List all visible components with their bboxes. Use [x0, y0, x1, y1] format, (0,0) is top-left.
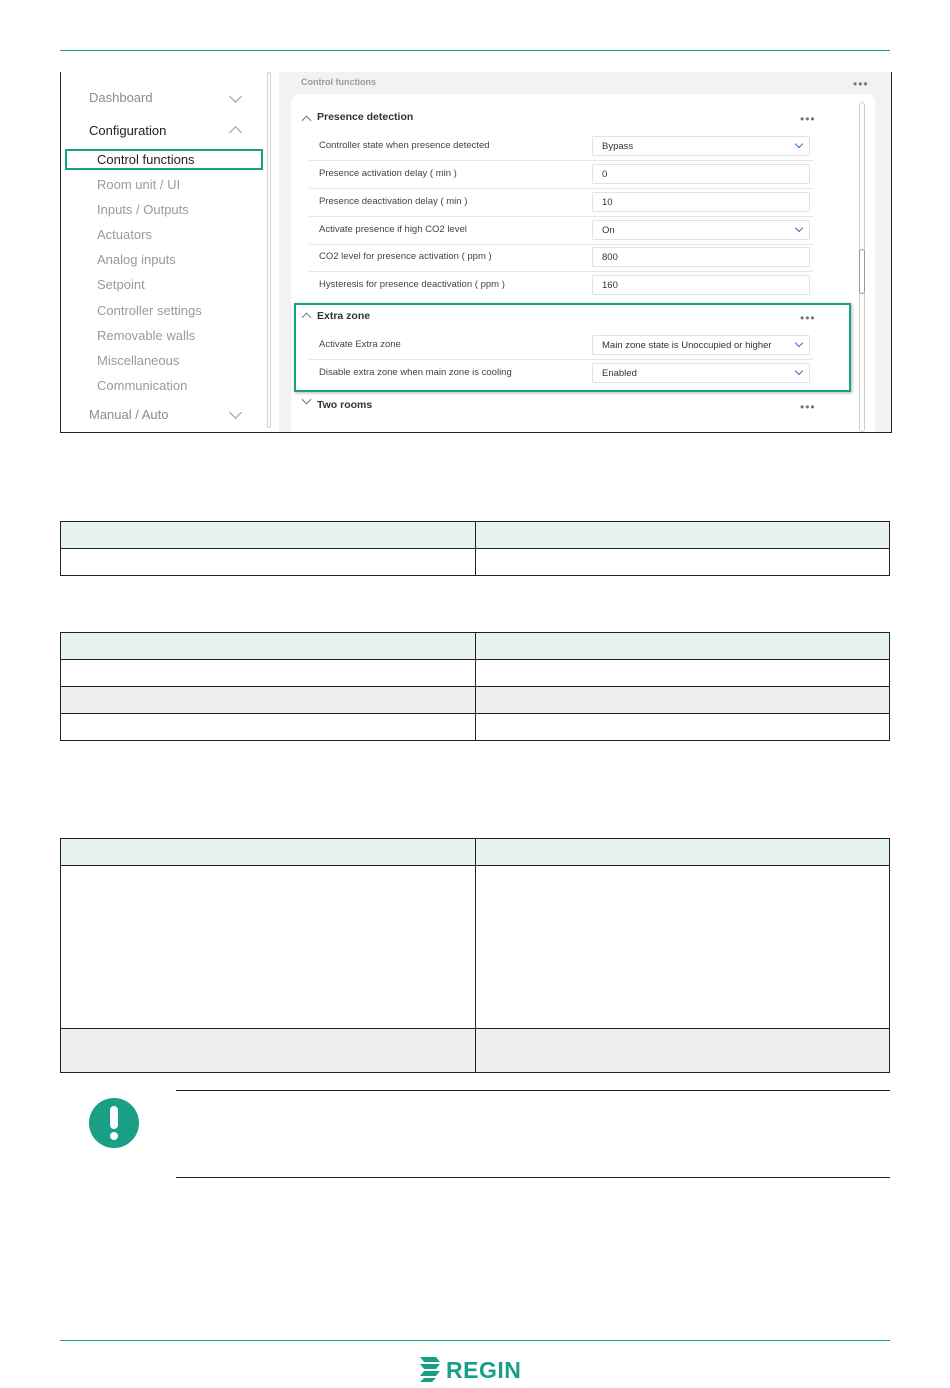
table-row [61, 1029, 890, 1073]
table-cell [61, 714, 476, 741]
more-dots-icon[interactable]: ••• [853, 77, 869, 91]
setting-row [309, 189, 813, 217]
table-cell [475, 714, 890, 741]
scrollbar-thumb[interactable] [859, 249, 865, 294]
chevron-down-icon [795, 224, 803, 232]
table-cell [475, 866, 890, 1029]
sidebar-item-removable-walls[interactable]: Removable walls [97, 328, 196, 343]
select-value: Main zone state is Unoccupied or higher [602, 340, 772, 351]
header-rule [60, 50, 890, 51]
chevron-down-icon[interactable] [229, 90, 242, 103]
table-cell [61, 687, 476, 714]
app-screenshot [60, 72, 892, 433]
sidebar-item-configuration[interactable]: Configuration [89, 123, 167, 138]
setting-label: Disable extra zone when main zone is cooling [319, 367, 512, 378]
setting-row [309, 133, 813, 161]
table-row [61, 714, 890, 741]
input-hysteresis[interactable]: 160 [592, 275, 810, 295]
table-header-row [61, 839, 890, 866]
select-high-co2[interactable] [592, 220, 810, 240]
table-cell [61, 660, 476, 687]
logo-text: REGIN [446, 1357, 522, 1383]
section-title-presence-detection[interactable]: Presence detection [317, 111, 414, 123]
setting-label: Activate Extra zone [319, 339, 401, 350]
chevron-down-icon [795, 140, 803, 148]
table-cell [61, 549, 476, 576]
sidebar-nav [61, 72, 269, 432]
select-value: On [602, 225, 615, 236]
select-value: Enabled [602, 368, 637, 379]
table-cell [61, 1029, 476, 1073]
input-activation-delay[interactable]: 0 [592, 164, 810, 184]
section-title-two-rooms[interactable]: Two rooms [317, 399, 373, 411]
sidebar-item-manual-auto[interactable]: Manual / Auto [89, 407, 169, 422]
regin-logo-icon [418, 1355, 442, 1383]
sidebar-item-actuators[interactable]: Actuators [97, 227, 152, 242]
setting-row [309, 217, 813, 245]
sidebar-item-dashboard[interactable]: Dashboard [89, 90, 153, 105]
content-panel [279, 72, 891, 432]
header-cell [61, 522, 476, 549]
sidebar-item-communication[interactable]: Communication [97, 378, 188, 393]
sidebar-item-inputs-outputs[interactable]: Inputs / Outputs [97, 202, 189, 217]
setting-row [309, 161, 813, 189]
section-title-extra-zone[interactable]: Extra zone [317, 310, 371, 322]
setting-row [309, 244, 813, 272]
chevron-up-icon[interactable] [229, 126, 242, 139]
table-header-row [61, 633, 890, 660]
header-cell [61, 839, 476, 866]
header-cell [475, 633, 890, 660]
sidebar-item-setpoint[interactable]: Setpoint [97, 277, 145, 292]
table-cell [475, 660, 890, 687]
setting-label: Presence activation delay ( min ) [319, 168, 457, 179]
sidebar-item-miscellaneous[interactable]: Miscellaneous [97, 353, 180, 368]
table-row [61, 549, 890, 576]
panel-title: Control functions [301, 77, 376, 87]
sidebar-item-room-unit[interactable]: Room unit / UI [97, 177, 181, 192]
footer-rule [60, 1340, 890, 1341]
sidebar-splitter[interactable] [267, 72, 271, 428]
table-1 [60, 521, 890, 576]
note-rule-bottom [176, 1177, 890, 1178]
chevron-down-icon[interactable] [229, 406, 242, 419]
regin-logo [418, 1355, 522, 1383]
chevron-up-icon[interactable] [302, 116, 312, 126]
setting-label: Activate presence if high CO2 level [319, 224, 467, 235]
more-dots-icon[interactable]: ••• [800, 112, 816, 126]
select-presence-state[interactable] [592, 136, 810, 156]
select-value: Bypass [602, 141, 634, 152]
table-row [61, 866, 890, 1029]
setting-label: Presence deactivation delay ( min ) [319, 196, 468, 207]
note-rule-top [176, 1090, 890, 1091]
setting-label: Hysteresis for presence deactivation ( ppm ) [319, 279, 505, 290]
table-row [61, 660, 890, 687]
table-cell [475, 687, 890, 714]
table-cell [475, 1029, 890, 1073]
setting-row [309, 272, 813, 299]
setting-label: CO2 level for presence activation ( ppm ) [319, 251, 492, 262]
header-cell [475, 839, 890, 866]
extra-zone-highlight [294, 303, 851, 392]
more-dots-icon[interactable]: ••• [800, 311, 816, 325]
header-cell [475, 522, 890, 549]
table-cell [61, 866, 476, 1029]
sidebar-item-controller-settings[interactable]: Controller settings [97, 303, 202, 318]
input-co2-level[interactable]: 800 [592, 247, 810, 267]
chevron-down-icon[interactable] [302, 395, 312, 405]
input-deactivation-delay[interactable]: 10 [592, 192, 810, 212]
setting-label: Controller state when presence detected [319, 140, 490, 151]
table-row [61, 687, 890, 714]
header-cell [61, 633, 476, 660]
table-3 [60, 838, 890, 1073]
sidebar-item-analog-inputs[interactable]: Analog inputs [97, 252, 176, 267]
table-2 [60, 632, 890, 741]
more-dots-icon[interactable]: ••• [800, 400, 816, 414]
table-header-row [61, 522, 890, 549]
sidebar-item-control-functions[interactable]: Control functions [97, 152, 195, 167]
important-icon [89, 1098, 139, 1148]
table-cell [475, 549, 890, 576]
